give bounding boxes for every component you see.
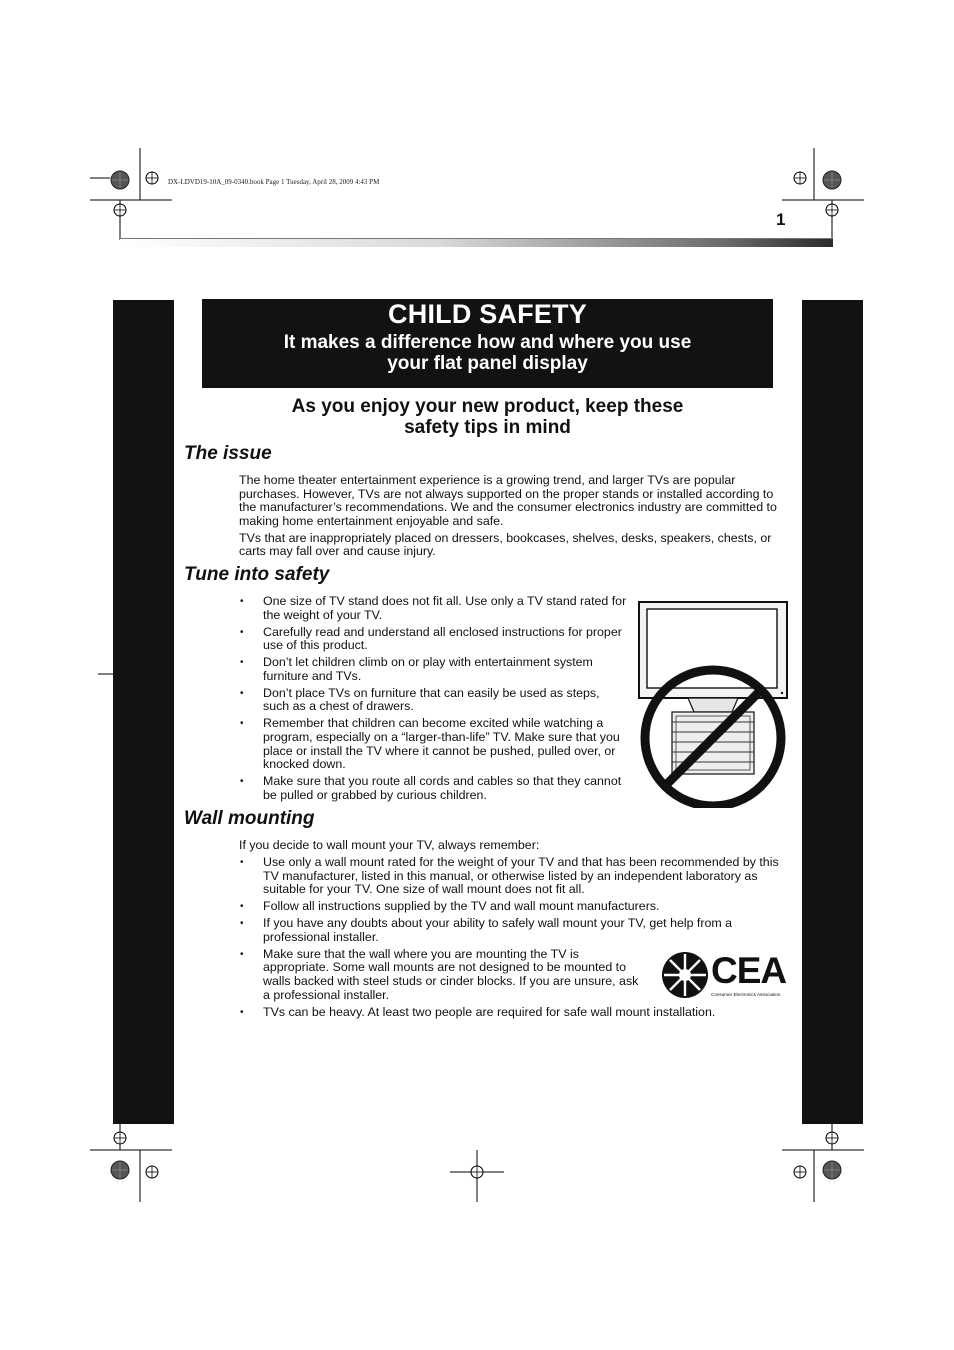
issue-paragraph: The home theater entertainment experience is a growing trend, and larger TVs are popular purchases. However, TVs are not always supported on the proper stands or installed according to the manufacturer’s recommendations. We and the consumer electronics industry are committed to making home entertainment enjoyable and safe. — [239, 473, 777, 528]
list-item: • Make sure that the wall where you are mounting the TV is appropriate. Some wall mounts are not designed to be mounted to walls backed with steel studs or cinder blocks. If you are unsure, ask a professional installer. — [239, 948, 789, 1002]
cea-logo — [660, 950, 788, 1000]
list-item: • Don’t let children climb on or play with entertainment system furniture and TVs. — [239, 656, 627, 683]
cea-wordmark: CEA — [711, 950, 787, 991]
banner-subtitle-line1: It makes a difference how and where you use — [283, 332, 692, 353]
list-item: • Make sure that you route all cords and cables so that they cannot be pulled or grabbed by curious children. — [239, 775, 627, 802]
file-info: DX-LDVD19-10A_09-0340.book Page 1 Tuesday, April 28, 2009 4:43 PM — [168, 178, 380, 186]
tune-list — [239, 595, 627, 806]
cea-starburst-icon — [660, 950, 710, 1000]
tune-heading: Tune into safety — [184, 564, 330, 585]
list-item: • One size of TV stand does not fit all. Use only a TV stand rated for the weight of your TV. — [239, 595, 627, 622]
banner-subtitle — [202, 332, 773, 374]
title-banner — [202, 299, 773, 388]
right-sidebar — [802, 300, 863, 1124]
page-title: CHILD SAFETY — [388, 299, 587, 329]
list-item: • Remember that children can become excited while watching a program, especially on a “larger-than-life” TV. Make sure that you place or install the TV where it cannot be pushed, pulled over, or knocked down. — [239, 717, 627, 771]
subheading-line1: As you enjoy your new product, keep these — [291, 396, 684, 417]
wall-heading: Wall mounting — [184, 808, 315, 829]
intro-subheading — [202, 396, 773, 438]
list-item: • Use only a wall mount rated for the weight of your TV and that has been recommended by this TV manufacturer, listed in this manual, or otherwise listed by an independent laboratory as suitable for your TV. One size of wall mount does not fit all. — [239, 856, 789, 897]
issue-body — [239, 474, 789, 562]
list-item: • Carefully read and understand all enclosed instructions for proper use of this product. — [239, 626, 627, 653]
page-number: 1 — [776, 210, 786, 229]
subheading-line2: safety tips in mind — [404, 417, 571, 438]
banner-subtitle-line2: your flat panel display — [387, 353, 588, 374]
cea-tagline: Consumer Electronics Association — [711, 992, 781, 997]
list-item: • If you have any doubts about your ability to safely wall mount your TV, get help from a professional installer. — [239, 917, 789, 944]
wall-intro: If you decide to wall mount your TV, always remember: — [239, 838, 540, 852]
list-item: • Follow all instructions supplied by the TV and wall mount manufacturers. — [239, 900, 789, 914]
tv-on-dresser-prohibited-icon — [636, 600, 790, 808]
left-sidebar — [113, 300, 174, 1124]
issue-paragraph: TVs that are inappropriately placed on dressers, bookcases, shelves, desks, speakers, chests, or carts may fall over and cause injury. — [239, 530, 772, 559]
list-item: • Don’t place TVs on furniture that can easily be used as steps, such as a chest of drawers. — [239, 687, 627, 714]
issue-heading: The issue — [184, 443, 272, 464]
header-rule — [120, 238, 833, 247]
list-item: • TVs can be heavy. At least two people are required for safe wall mount installation. — [239, 1006, 789, 1020]
